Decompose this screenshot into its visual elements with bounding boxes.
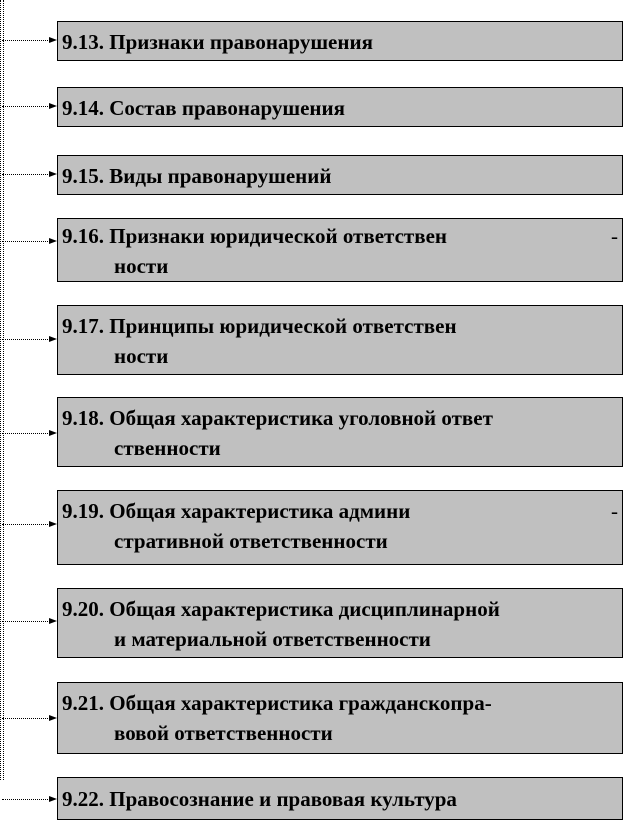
hyphen-mark: - [611,224,618,248]
topic-title: 9.15. Виды правонарушений [62,164,332,188]
topic-title: 9.17. Принципы юридической ответствен [62,314,457,338]
topic-title: 9.18. Общая характеристика уголовной ответ [62,406,493,430]
connector-line [2,241,50,242]
topic-box [57,682,623,754]
arrow-icon [49,103,57,109]
topic-box [57,588,623,658]
topic-box [57,305,623,375]
connector-line [2,433,50,434]
topic-title: 9.14. Состав правонарушения [62,96,345,120]
connector-line [2,40,50,41]
arrow-icon [49,430,57,436]
topic-box [57,155,623,195]
connector-line [2,524,50,525]
topic-title-continuation: ности [114,344,169,368]
topic-title: 9.19. Общая характеристика админи [62,499,411,523]
arrow-icon [49,796,57,802]
connector-line [2,799,50,800]
connector-line [2,718,50,719]
topic-title-continuation: стративной ответственности [114,529,388,553]
topic-title-continuation: ственности [114,436,221,460]
topic-box [57,490,623,565]
vertical-connector-line [0,0,4,780]
arrow-icon [49,618,57,624]
topic-title: 9.16. Признаки юридической ответствен [62,224,447,248]
topic-box [57,397,623,467]
arrow-icon [49,238,57,244]
connector-line [2,621,50,622]
topic-title: 9.13. Признаки правонарушения [62,30,373,54]
topic-title-continuation: вовой ответственности [114,721,333,745]
topic-title: 9.21. Общая характеристика гражданскопра- [62,691,492,715]
topic-title-continuation: и материальной ответственности [114,627,431,651]
arrow-icon [49,521,57,527]
connector-line [2,339,50,340]
arrow-icon [49,715,57,721]
topic-box [57,777,623,820]
topic-title: 9.20. Общая характеристика дисциплинарной [62,597,500,621]
topic-box [57,87,623,127]
topic-title-continuation: ности [114,254,169,278]
topic-box [57,218,623,282]
arrow-icon [49,171,57,177]
arrow-icon [49,37,57,43]
connector-line [2,106,50,107]
hyphen-mark: - [611,499,618,523]
arrow-icon [49,336,57,342]
connector-line [2,174,50,175]
topic-box [57,21,623,61]
topic-title: 9.22. Правосознание и правовая культура [62,787,457,811]
